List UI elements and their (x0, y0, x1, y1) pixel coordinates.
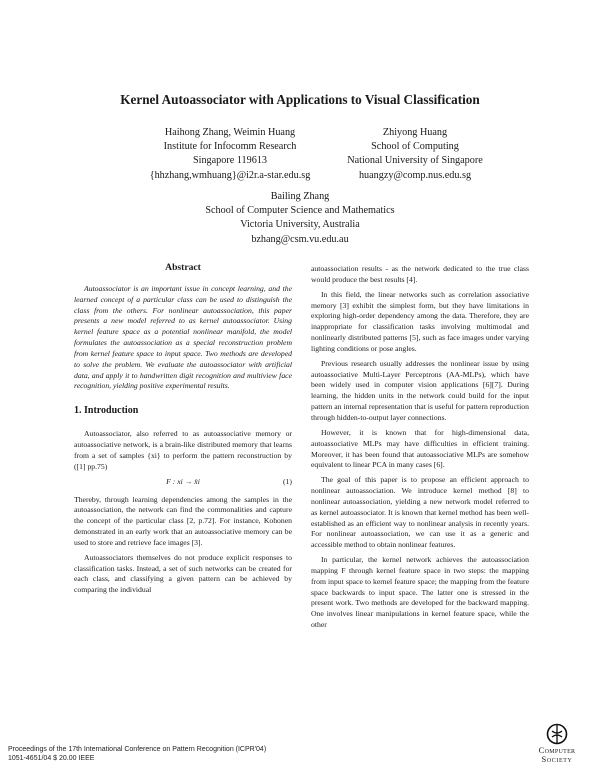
author-affiliation: School of Computing (371, 141, 459, 153)
equation-1 (74, 477, 292, 489)
author-block-2 (315, 126, 515, 183)
author-names: Bailing Zhang (270, 191, 330, 202)
abstract-heading: Abstract (165, 262, 201, 273)
proceedings-footer (8, 745, 266, 763)
author-address: National University of Singapore (347, 155, 483, 167)
body-paragraph: The goal of this paper is to propose an efficient approach to nonlinear autoassociation. We introduce kernel method [8] to nonlinear autoassociation, yielding a new network model referred to as kernel autoassociator. It is known that kernel method has been well-established as an efficient way to nonlinear analysis in recently years. For nonlinear autoassociation, we can use it as a generic and accessible method to obtain nonlinear features. (311, 475, 529, 550)
author-names: Zhiyong Huang (382, 127, 448, 138)
computer-society-emblem-icon (546, 722, 568, 746)
logo-line-2: Society (541, 754, 573, 764)
paper-title: Kernel Autoassociator with Applications to Visual Classification (120, 92, 480, 107)
author-block-3 (150, 190, 450, 247)
left-column (74, 263, 292, 600)
intro-paragraph: Autoassociators themselves do not produce explicit responses to classification tasks. Instead, a set of such networks can be created for each class, and classifying a given pattern can be achieved by comparing the individual (74, 552, 292, 595)
footer-price-line: 1051-4651/04 $ 20.00 IEEE (8, 755, 95, 762)
body-paragraph: Previous research usually addresses the nonlinear issue by using autoassociative Multi-Layer Perceptrons (AA-MLPs), which have been widely used in computer vision applications [6][7]. During learning, the hidden units in the network could build for the input pattern an internal representation that is useful for pattern reproduction through hidden-to-output layer connections. (311, 358, 529, 422)
body-paragraph: autoassociation results - as the network dedicated to the true class would produce the best results [4]. (311, 264, 529, 284)
section-heading-introduction: 1. Introduction (74, 405, 139, 417)
intro-paragraph: Thereby, through learning dependencies among the samples in the autoassociation, the network can find the commonalities and capture the concept of the particular class [2, p.72]. For instance, Kohonen demonstrated in an early work that an autoassociative memory can be used to store and retrieve face images [3]. (74, 494, 292, 547)
author-address: Singapore 119613 (192, 155, 268, 167)
body-paragraph: In this field, the linear networks such as correlation associative memory [3] exhibit the simplest form, but they have limitations in exploring high-order dependency among the data. Therefore, they are inappropriate for classification tasks involving multimodal and nonlinearly distributed patterns [5], such as face images under varying lighting conditions or pose angles. (311, 289, 529, 353)
body-paragraph: In particular, the kernel network achieves the autoassociation mapping F through kernel feature space in two steps: the mapping from input space to kernel feature space; the mapping from the feature space backwards to input space. The latter one is stressed in the present work. Two methods are developed for the backward mapping. One involves linear manipulations in kernel feature space, while the other (311, 555, 529, 630)
computer-society-logo (522, 722, 592, 764)
author-affiliation: School of Computer Science and Mathematics (205, 205, 395, 217)
right-column (311, 264, 529, 635)
body-paragraph: However, it is known that for high-dimensional data, autoassociative MLPs may have difficulties in efficient training. Moreover, it has been found that autoassociative MLPs are somehow equivalent to linear PCA in many cases [6]. (311, 427, 529, 470)
abstract-text: Autoassociator is an important issue in concept learning, and the learned concept of a particular class can be used to distinguish the class from the others. For nonlinear autoassociation, this paper presents a new model referred to as kernel autoassociator. Using kernel feature space as a potential nonlinear manifold, the model formulates the autoassociation as a special reconstruction problem from kernel feature space to input space. Two methods are developed to solve the problem. We evaluate the autoassociator with artificial data, and apply it to handwritten digit recognition and multiview face recognition, yielding positive experimental results. (74, 283, 292, 391)
author-address: Victoria University, Australia (240, 219, 360, 231)
author-email: huangzy@comp.nus.edu.sg (358, 169, 472, 181)
equation-number: (1) (283, 476, 292, 486)
author-names: Haihong Zhang, Weimin Huang (164, 127, 296, 138)
footer-proceedings-line: Proceedings of the 17th International Conference on Pattern Recognition (ICPR'04) (8, 746, 267, 753)
author-email: bzhang@csm.vu.edu.au (251, 233, 349, 245)
author-affiliation: Institute for Infocomm Research (163, 141, 297, 153)
author-block-1 (130, 126, 330, 183)
author-email: {hhzhang,wmhuang}@i2r.a-star.edu.sg (149, 169, 311, 181)
logo-line-1: Computer (538, 745, 576, 755)
intro-paragraph: Autoassociator, also referred to as autoassociative memory or autoassociative network, is a brain-like distributed memory that learns from a set of samples {xi} to perform the pattern reconstruction by ([1] pp.75) (74, 429, 292, 471)
equation-text: F : xi → x̂i (166, 476, 200, 486)
